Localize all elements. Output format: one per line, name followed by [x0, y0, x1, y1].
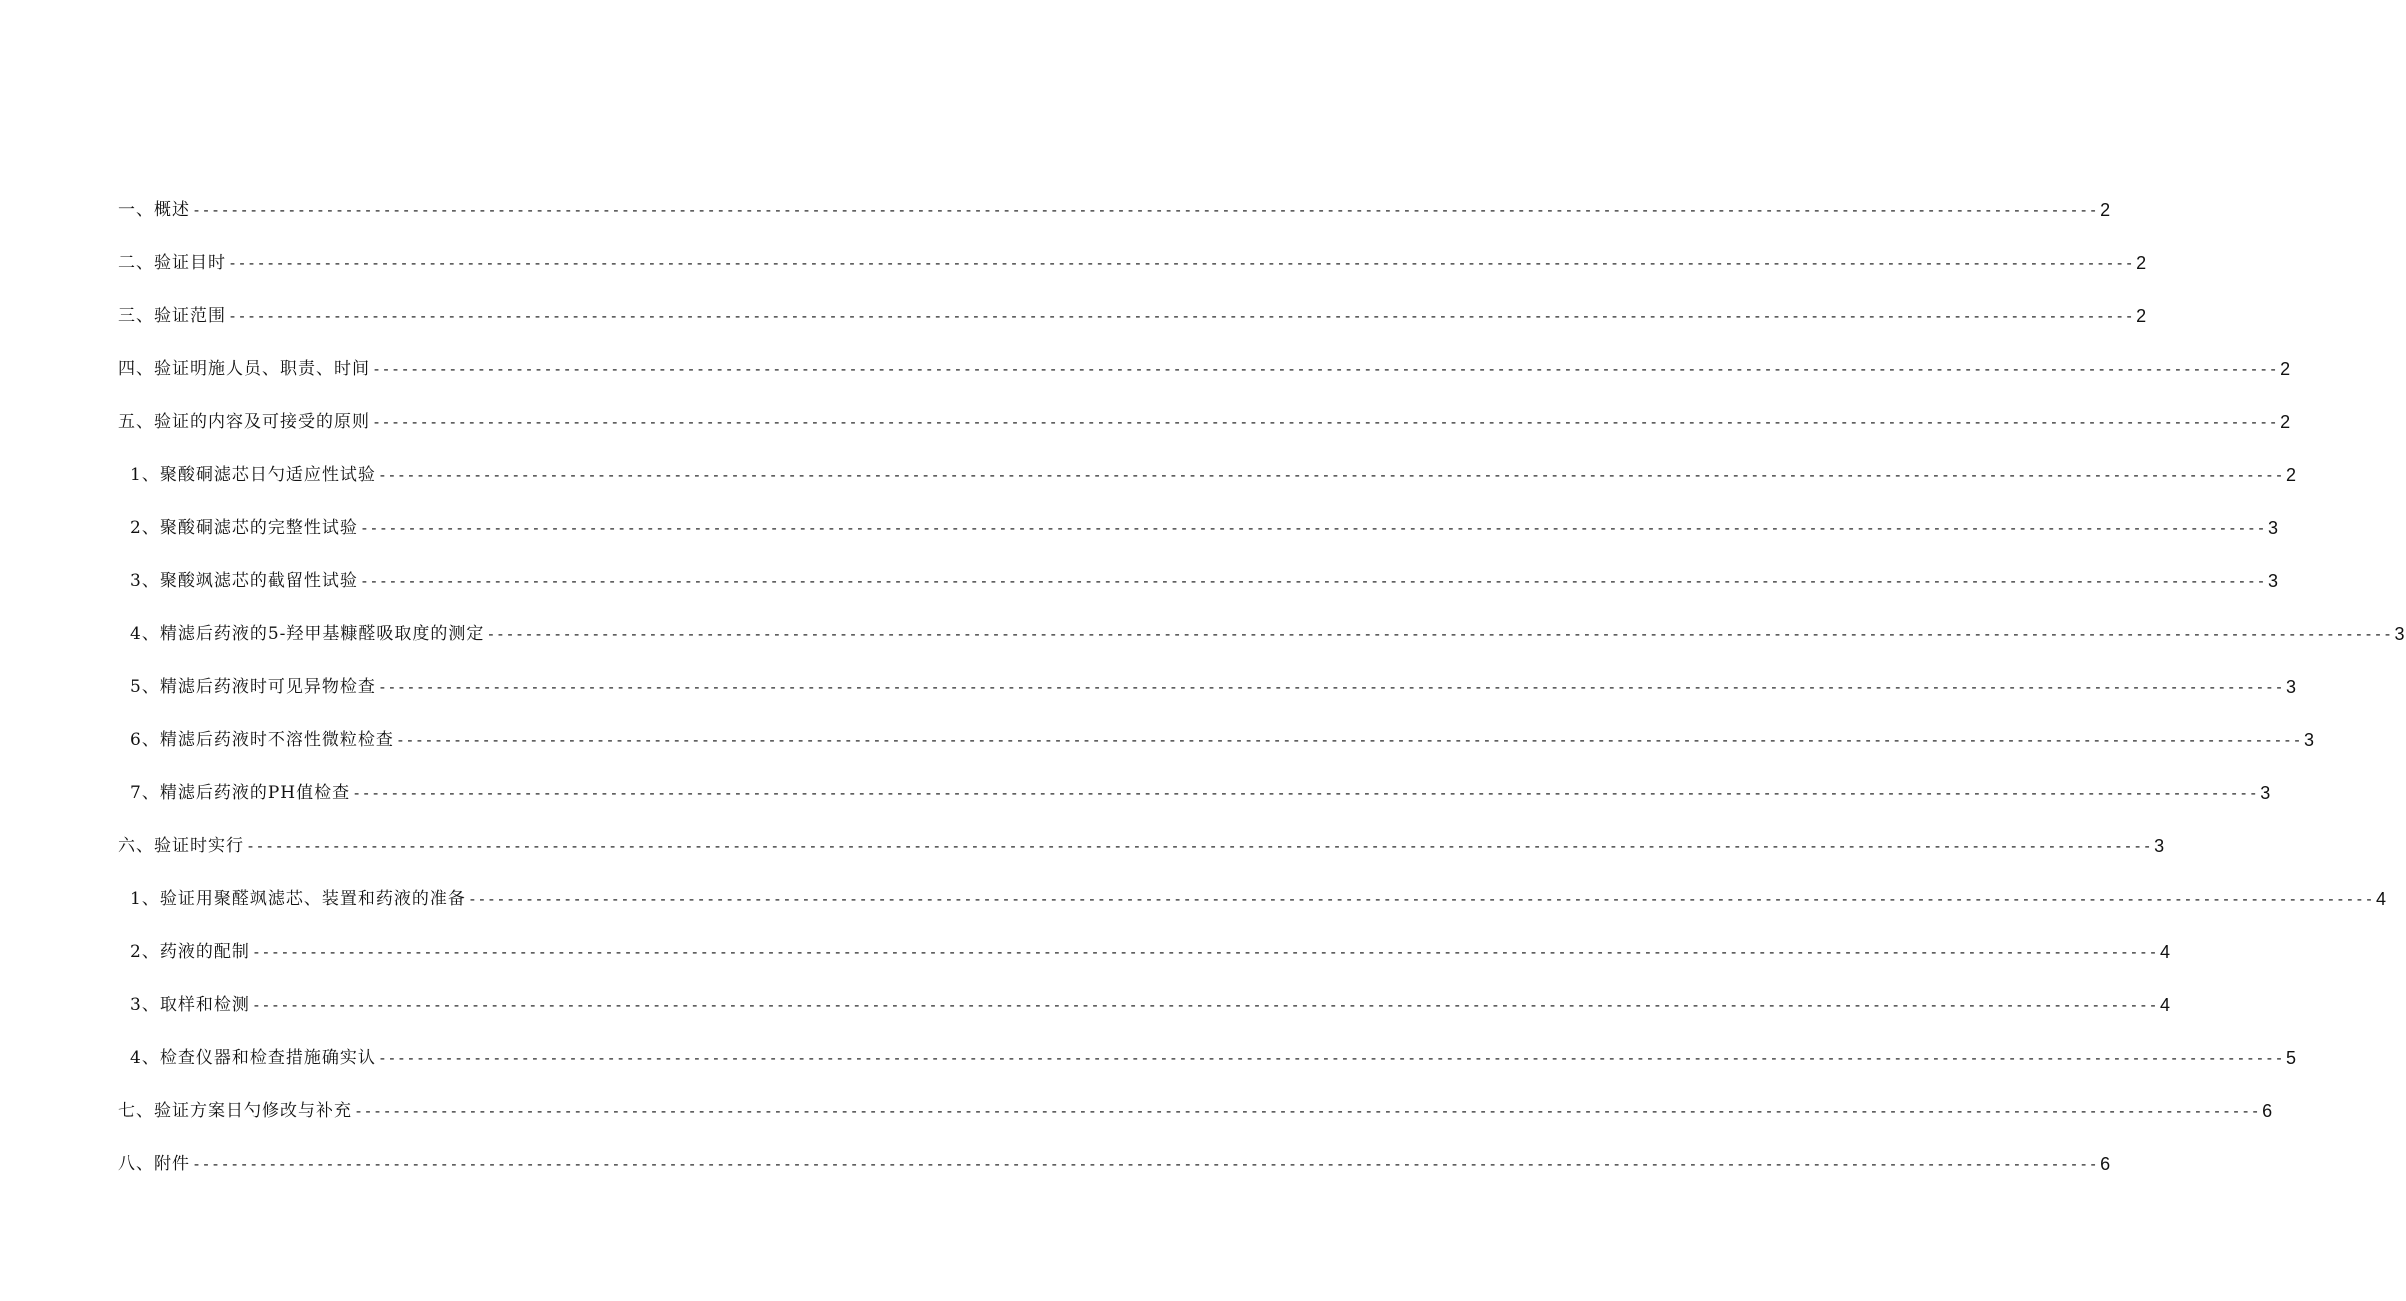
toc-page-number: 6: [2262, 1101, 2274, 1121]
toc-subentry[interactable]: [118, 942, 2171, 995]
toc-subentry[interactable]: [118, 677, 2297, 730]
toc-page-number: 5: [2285, 1048, 2297, 1068]
toc-entry[interactable]: [118, 412, 2292, 465]
toc-entry-label: 6、精滤后药液时不溶性微粒检查: [130, 730, 394, 750]
toc-page-number: 2: [2280, 359, 2292, 379]
toc-page-number: 2: [2136, 306, 2148, 326]
toc-subentry[interactable]: [118, 995, 2171, 1048]
toc-entry[interactable]: [118, 1101, 2274, 1154]
toc-entry-label: 3、聚酸飒滤芯的截留性试验: [130, 571, 358, 591]
toc-leader: --------------------------------------------------------------------------------------------------------------------------------------------------------------------------------------------------------: [192, 1155, 2099, 1173]
toc-subentry[interactable]: [118, 1048, 2297, 1101]
toc-page-number: 2: [2285, 465, 2297, 485]
toc-page-number: 3: [2154, 836, 2166, 856]
toc-page-number: 2: [2280, 412, 2292, 432]
toc-entry-label: 4、检查仪器和检查措施确实认: [130, 1048, 376, 1068]
toc-entry[interactable]: [118, 200, 2112, 253]
toc-entry-label: 2、药液的配制: [130, 942, 250, 962]
toc-leader: --------------------------------------------------------------------------------------------------------------------------------------------------------------------------------------------------------: [192, 201, 2099, 219]
toc-entry-label: 2、聚酸硐滤芯的完整性试验: [130, 518, 358, 538]
toc-subentry[interactable]: [118, 624, 2406, 677]
toc-entry-label: 一、概述: [118, 200, 190, 220]
toc-page-number: 3: [2267, 571, 2279, 591]
toc-entry-label: 3、取样和检测: [130, 995, 250, 1015]
toc-entry-label: 4、精滤后药液的5-羟甲基糠醛吸取度的测定: [130, 624, 485, 644]
toc-entry-label: 五、验证的内容及可接受的原则: [118, 412, 370, 432]
toc-page-number: 4: [2159, 995, 2171, 1015]
toc-leader: --------------------------------------------------------------------------------------------------------------------------------------------------------------------------------------------------------: [486, 625, 2393, 643]
toc-entry-label: 1、验证用聚醛飒滤芯、装置和药液的准备: [130, 889, 466, 909]
toc-page-number: 3: [2285, 677, 2297, 697]
toc-leader: --------------------------------------------------------------------------------------------------------------------------------------------------------------------------------------------------------: [377, 1049, 2284, 1067]
toc-leader: --------------------------------------------------------------------------------------------------------------------------------------------------------------------------------------------------------: [251, 943, 2158, 961]
toc-subentry[interactable]: [118, 518, 2279, 571]
toc-page-number: 4: [2159, 942, 2171, 962]
toc-page-number: 6: [2100, 1154, 2112, 1174]
toc-leader: --------------------------------------------------------------------------------------------------------------------------------------------------------------------------------------------------------: [377, 466, 2284, 484]
toc-subentry[interactable]: [118, 783, 2272, 836]
toc-entry-label: 七、验证方案日勺修改与补充: [118, 1101, 352, 1121]
toc-leader: --------------------------------------------------------------------------------------------------------------------------------------------------------------------------------------------------------: [359, 519, 2266, 537]
toc-page-number: 3: [2260, 783, 2272, 803]
toc-subentry[interactable]: [118, 571, 2279, 624]
toc-entry-label: 三、验证范围: [118, 306, 226, 326]
toc-entry-label: 1、聚酸硐滤芯日勺适应性试验: [130, 465, 376, 485]
toc-entry-label: 四、验证明施人员、职责、时间: [118, 359, 370, 379]
toc-entry[interactable]: [118, 836, 2166, 889]
toc-leader: --------------------------------------------------------------------------------------------------------------------------------------------------------------------------------------------------------: [359, 572, 2266, 590]
toc-leader: --------------------------------------------------------------------------------------------------------------------------------------------------------------------------------------------------------: [377, 678, 2284, 696]
toc-entry[interactable]: [118, 1154, 2112, 1207]
toc-leader: --------------------------------------------------------------------------------------------------------------------------------------------------------------------------------------------------------: [372, 413, 2279, 431]
toc-entry[interactable]: [118, 306, 2148, 359]
toc-leader: --------------------------------------------------------------------------------------------------------------------------------------------------------------------------------------------------------: [228, 307, 2135, 325]
toc-page-number: 3: [2303, 730, 2315, 750]
toc-leader: --------------------------------------------------------------------------------------------------------------------------------------------------------------------------------------------------------: [352, 784, 2259, 802]
toc-leader: --------------------------------------------------------------------------------------------------------------------------------------------------------------------------------------------------------: [354, 1102, 2261, 1120]
toc-leader: --------------------------------------------------------------------------------------------------------------------------------------------------------------------------------------------------------: [395, 731, 2302, 749]
toc-entry-label: 六、验证时实行: [118, 836, 244, 856]
toc-page-number: 2: [2100, 200, 2112, 220]
toc-page-number: 2: [2136, 253, 2148, 273]
toc-entry-label: 二、验证目时: [118, 253, 226, 273]
toc-entry-label: 八、附件: [118, 1154, 190, 1174]
toc-entry-label: 5、精滤后药液时可见异物检查: [130, 677, 376, 697]
toc-subentry[interactable]: [118, 889, 2387, 942]
toc-subentry[interactable]: [118, 465, 2297, 518]
toc-leader: --------------------------------------------------------------------------------------------------------------------------------------------------------------------------------------------------------: [467, 890, 2374, 908]
toc-leader: --------------------------------------------------------------------------------------------------------------------------------------------------------------------------------------------------------: [228, 254, 2135, 272]
toc-page-number: 3: [2394, 624, 2406, 644]
toc-entry[interactable]: [118, 359, 2292, 412]
toc-leader: --------------------------------------------------------------------------------------------------------------------------------------------------------------------------------------------------------: [251, 996, 2158, 1014]
toc-leader: --------------------------------------------------------------------------------------------------------------------------------------------------------------------------------------------------------: [246, 837, 2153, 855]
toc-subentry[interactable]: [118, 730, 2315, 783]
toc-leader: --------------------------------------------------------------------------------------------------------------------------------------------------------------------------------------------------------: [372, 360, 2279, 378]
table-of-contents: [118, 200, 2406, 1207]
toc-page-number: 3: [2267, 518, 2279, 538]
toc-entry-label: 7、精滤后药液的PH值检查: [130, 783, 351, 803]
toc-entry[interactable]: [118, 253, 2148, 306]
toc-page-number: 4: [2375, 889, 2387, 909]
